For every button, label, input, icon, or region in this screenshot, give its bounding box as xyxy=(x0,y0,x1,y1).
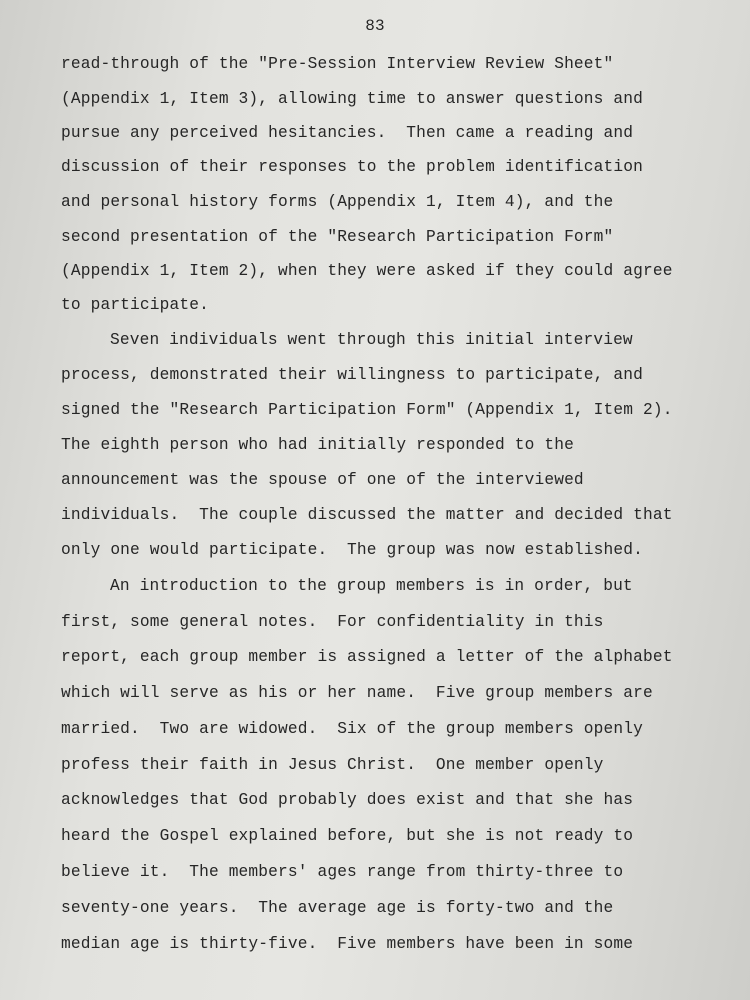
text-line: only one would participate. The group was now established. xyxy=(61,541,643,559)
text-line: to participate. xyxy=(61,296,209,314)
text-line: second presentation of the "Research Participation Form" xyxy=(61,228,614,246)
text-line: seventy-one years. The average age is forty-two and the xyxy=(61,899,614,917)
text-line: believe it. The members' ages range from thirty-three to xyxy=(61,863,624,881)
text-line: The eighth person who had initially responded to the xyxy=(61,436,574,454)
text-line: individuals. The couple discussed the matter and decided that xyxy=(61,506,673,524)
text-line: which will serve as his or her name. Five group members are xyxy=(61,684,653,702)
paragraph-start-line: Seven individuals went through this initial interview xyxy=(110,331,633,349)
page-number: 83 xyxy=(365,17,385,35)
text-line: profess their faith in Jesus Christ. One member openly xyxy=(61,756,604,774)
text-line: and personal history forms (Appendix 1, Item 4), and the xyxy=(61,193,614,211)
text-line: discussion of their responses to the problem identification xyxy=(61,158,643,176)
text-line: first, some general notes. For confidentiality in this xyxy=(61,613,604,631)
text-line: (Appendix 1, Item 2), when they were asked if they could agree xyxy=(61,262,673,280)
text-line: signed the "Research Participation Form" (Appendix 1, Item 2). xyxy=(61,401,673,419)
text-line: median age is thirty-five. Five members have been in some xyxy=(61,935,634,953)
text-line: process, demonstrated their willingness to participate, and xyxy=(61,366,643,384)
text-line: read-through of the "Pre-Session Interview Review Sheet" xyxy=(61,55,614,73)
text-line: announcement was the spouse of one of the interviewed xyxy=(61,471,584,489)
text-line: report, each group member is assigned a letter of the alphabet xyxy=(61,648,673,666)
paragraph-start-line: An introduction to the group members is in order, but xyxy=(110,577,633,595)
text-line: acknowledges that God probably does exist and that she has xyxy=(61,791,634,809)
text-line: pursue any perceived hesitancies. Then came a reading and xyxy=(61,124,634,142)
text-line: heard the Gospel explained before, but she is not ready to xyxy=(61,827,634,845)
text-line: (Appendix 1, Item 3), allowing time to answer questions and xyxy=(61,90,643,108)
text-line: married. Two are widowed. Six of the group members openly xyxy=(61,720,643,738)
